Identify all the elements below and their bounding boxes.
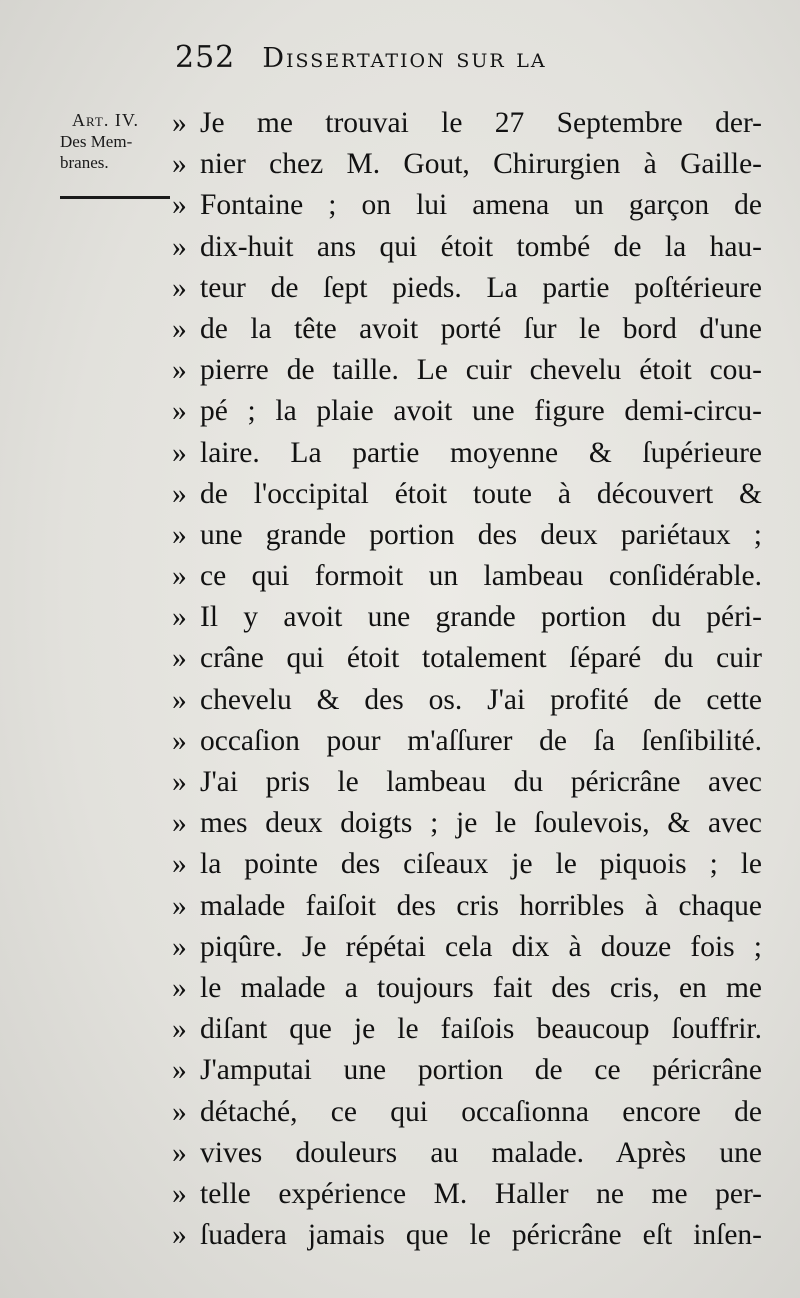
quote-mark: » bbox=[172, 1013, 187, 1046]
line-text: telle expérience M. Haller ne me per- bbox=[200, 1177, 762, 1210]
quote-mark: » bbox=[172, 518, 187, 551]
quote-mark: » bbox=[172, 477, 187, 510]
quote-mark: » bbox=[172, 1219, 187, 1252]
text-line bbox=[172, 309, 762, 350]
line-text: laire. La partie moyenne & ſupérieure bbox=[200, 436, 762, 469]
quote-mark: » bbox=[172, 560, 187, 593]
text-line bbox=[172, 144, 762, 185]
line-text: J'ai pris le lambeau du péricrâne avec bbox=[200, 766, 762, 798]
text-line bbox=[172, 1174, 762, 1215]
line-text: Fontaine ; on lui amena un garçon de bbox=[200, 189, 762, 222]
text-line bbox=[172, 680, 762, 721]
text-line bbox=[172, 844, 762, 885]
text-line bbox=[172, 268, 762, 309]
quote-mark: » bbox=[172, 354, 187, 387]
quote-mark: » bbox=[172, 395, 187, 428]
text-line bbox=[172, 433, 762, 474]
text-line bbox=[172, 391, 762, 432]
line-text: dix-huit ans qui étoit tombé de la hau- bbox=[200, 230, 762, 263]
text-line bbox=[172, 803, 762, 844]
margin-note bbox=[58, 110, 168, 173]
quote-mark: » bbox=[172, 642, 187, 675]
quote-mark: » bbox=[172, 889, 187, 922]
quote-mark: » bbox=[172, 971, 187, 1004]
text-line bbox=[172, 474, 762, 515]
text-line bbox=[172, 1092, 762, 1133]
line-text: Je me trouvai le 27 Septembre der- bbox=[200, 107, 762, 139]
quote-mark: » bbox=[172, 724, 187, 757]
text-line bbox=[172, 597, 762, 638]
line-text: une grande portion des deux pariétaux ; bbox=[200, 518, 762, 551]
margin-rule bbox=[60, 196, 170, 199]
line-text: pé ; la plaie avoit une figure demi-circu- bbox=[200, 395, 762, 428]
quote-mark: » bbox=[172, 683, 187, 716]
text-line bbox=[172, 721, 762, 762]
line-text: diſant que je le faiſois beaucoup ſouffrir. bbox=[200, 1013, 762, 1046]
quote-mark: » bbox=[172, 230, 187, 263]
quote-mark: » bbox=[172, 1136, 187, 1169]
quote-mark: » bbox=[172, 848, 187, 881]
quote-mark: » bbox=[172, 189, 187, 222]
page-number: 252 bbox=[175, 40, 236, 75]
text-line bbox=[172, 1215, 762, 1256]
text-line bbox=[172, 886, 762, 927]
line-text: crâne qui étoit totalement ſéparé du cuir bbox=[200, 642, 762, 675]
text-line bbox=[172, 185, 762, 226]
line-text: J'amputai une portion de ce péricrâne bbox=[200, 1054, 762, 1087]
quote-mark: » bbox=[172, 1054, 187, 1087]
text-line bbox=[172, 350, 762, 391]
text-line bbox=[172, 638, 762, 679]
line-text: piqûre. Je répétai cela dix à douze fois ; bbox=[200, 930, 762, 963]
running-title: Dissertation sur la bbox=[262, 43, 547, 74]
text-line bbox=[172, 1009, 762, 1050]
margin-note-line: Des Mem- bbox=[60, 132, 133, 151]
text-line bbox=[172, 1133, 762, 1174]
line-text: pierre de taille. Le cuir chevelu étoit cou- bbox=[200, 354, 762, 387]
text-line bbox=[172, 762, 762, 803]
text-line bbox=[172, 515, 762, 556]
line-text: ſuadera jamais que le péricrâne eſt inſen- bbox=[200, 1219, 762, 1252]
text-line bbox=[172, 227, 762, 268]
text-line bbox=[172, 968, 762, 1009]
line-text: teur de ſept pieds. La partie poſtérieure bbox=[200, 271, 762, 304]
margin-note-article: Art. IV. bbox=[72, 110, 140, 130]
line-text: de la tête avoit porté ſur le bord d'une bbox=[200, 312, 762, 345]
line-text: le malade a toujours fait des cris, en me bbox=[200, 971, 762, 1004]
text-line bbox=[172, 556, 762, 597]
quote-mark: » bbox=[172, 601, 187, 634]
line-text: occaſion pour m'aſſurer de ſa ſenſibilité. bbox=[200, 724, 762, 757]
quote-mark: » bbox=[172, 107, 187, 139]
body-text bbox=[172, 103, 762, 1256]
quote-mark: » bbox=[172, 271, 187, 304]
line-text: Il y avoit une grande portion du péri- bbox=[200, 601, 762, 634]
quote-mark: » bbox=[172, 148, 187, 181]
line-text: nier chez M. Gout, Chirurgien à Gaille- bbox=[200, 148, 762, 181]
quote-mark: » bbox=[172, 1095, 187, 1128]
line-text: vives douleurs au malade. Après une bbox=[200, 1136, 762, 1169]
margin-note-line: branes. bbox=[60, 153, 109, 172]
text-line bbox=[172, 1050, 762, 1091]
quote-mark: » bbox=[172, 312, 187, 345]
line-text: la pointe des ciſeaux je le piquois ; le bbox=[200, 848, 762, 881]
line-text: ce qui formoit un lambeau conſidérable. bbox=[200, 560, 762, 593]
quote-mark: » bbox=[172, 766, 187, 798]
quote-mark: » bbox=[172, 1177, 187, 1210]
line-text: chevelu & des os. J'ai profité de cette bbox=[200, 683, 762, 716]
line-text: mes deux doigts ; je le ſoulevois, & avec bbox=[200, 807, 762, 840]
line-text: malade faiſoit des cris horribles à chaque bbox=[200, 889, 762, 922]
quote-mark: » bbox=[172, 807, 187, 840]
line-text: de l'occipital étoit toute à découvert & bbox=[200, 477, 762, 510]
text-line bbox=[172, 103, 762, 144]
quote-mark: » bbox=[172, 436, 187, 469]
page-header bbox=[175, 40, 547, 75]
line-text: détaché, ce qui occaſionna encore de bbox=[200, 1095, 762, 1128]
text-line bbox=[172, 927, 762, 968]
quote-mark: » bbox=[172, 930, 187, 963]
